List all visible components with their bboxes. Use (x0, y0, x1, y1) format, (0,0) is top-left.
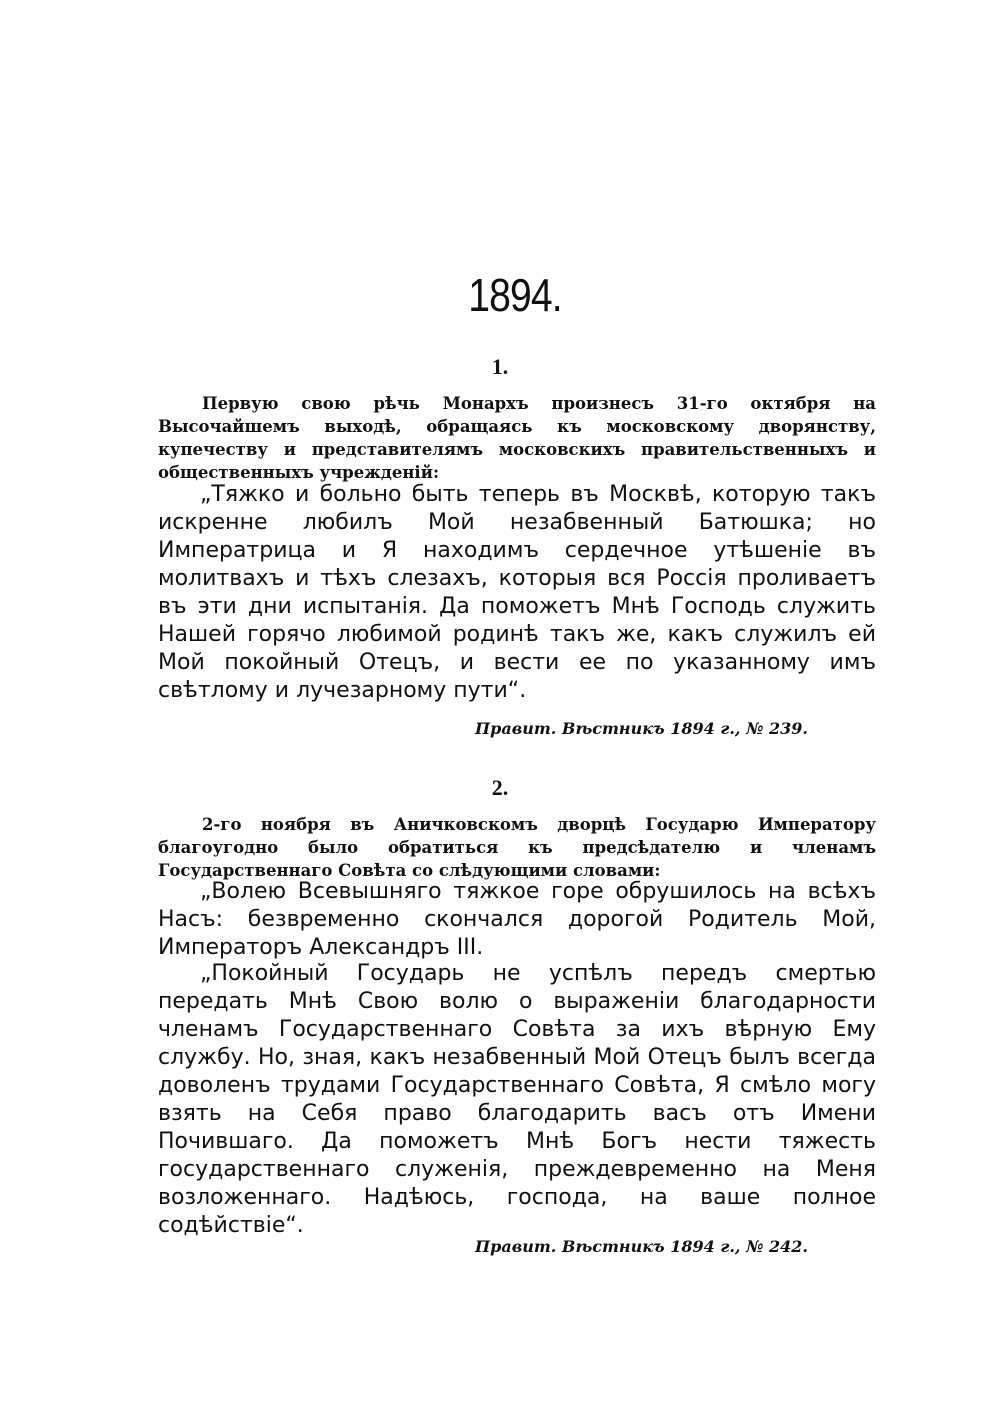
speech-paragraph: „Тяжко и больно быть теперь въ Москвѣ, которую такъ искренне любилъ Мой незабвенный Батюшка; но Императрица и Я находимъ сердечное утѣшеніе въ молитвахъ и тѣхъ слезахъ, которыя вся Россія проливаетъ въ эти дни испытанія. Да поможетъ Мнѣ Господь служить Нашей горячо любимой родинѣ такъ же, какъ служилъ ей Мой покойный Отецъ, и вести ее по указанному имъ свѣтлому и лучезарному пути“. (158, 482, 876, 703)
page-year-heading: 1894. (468, 269, 562, 321)
section-intro: 2-го ноября въ Аничковскомъ дворцѣ Государю Императору благоугодно было обратиться къ предсѣдателю и членамъ Государственнаго Совѣта со слѣдующими словами: (158, 815, 876, 880)
section-number: 1. (491, 354, 509, 379)
section-number: 2. (491, 775, 509, 800)
source-citation: Правит. Вѣстникъ 1894 г., № 242. (475, 1237, 808, 1256)
speech-paragraph: „Покойный Государь не успѣлъ передъ смертью передать Мнѣ Свою волю о выраженіи благодарности членамъ Государственнаго Совѣта за ихъ вѣрную Ему службу. Но, зная, какъ незабвенный Мой Отецъ былъ всегда доволенъ трудами Государственнаго Совѣта, Я смѣло могу взять на Себя право благодарить васъ отъ Имени Почившаго. Да поможетъ Мнѣ Богъ нести тяжесть государственнаго служенія, преждевременно на Меня возложеннаго. Надѣюсь, господа, на ваше полное содѣйствіе“. (158, 961, 876, 1238)
source-citation: Правит. Вѣстникъ 1894 г., № 239. (475, 719, 808, 738)
section-intro: Первую свою рѣчь Монархъ произнесъ 31-го октября на Высочайшемъ выходѣ, обращаясь къ московскому дворянству, купечеству и представителямъ московскихъ правительственныхъ и общественныхъ учрежденій: (158, 394, 876, 482)
speech-paragraph: „Волею Всевышняго тяжкое горе обрушилось на всѣхъ Насъ: безвременно скончался дорогой Родитель Мой, Императоръ Александръ III. (158, 879, 876, 960)
